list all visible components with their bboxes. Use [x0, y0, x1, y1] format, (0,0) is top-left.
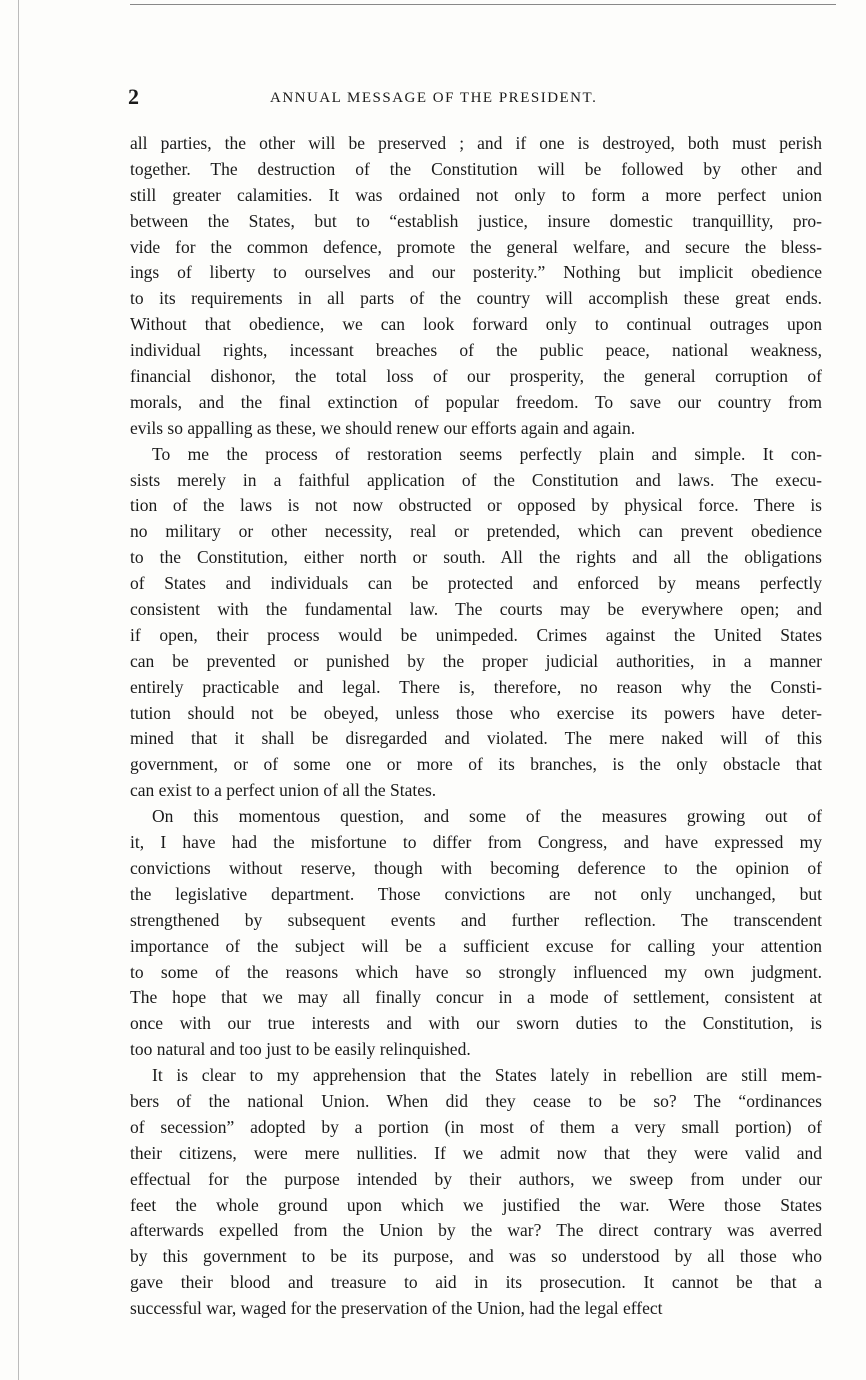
- text-line: gave their blood and treasure to aid in its prosecution. It cannot be that a: [130, 1272, 822, 1293]
- text-line: strengthened by subsequent events and further reflection. The transcendent: [130, 909, 822, 930]
- text-line: to the Constitution, either north or south. All the rights and all the obligations: [130, 547, 822, 568]
- page-number: 2: [128, 84, 139, 109]
- text-line: morals, and the final extinction of popular freedom. To save our country from: [130, 391, 822, 412]
- text-line: The hope that we may all finally concur in a mode of settlement, consistent at: [130, 987, 822, 1008]
- text-line: vide for the common defence, promote the general welfare, and secure the bless-: [130, 236, 822, 257]
- text-line: effectual for the purpose intended by their authors, we sweep from under our: [130, 1168, 822, 1189]
- running-head: ANNUAL MESSAGE OF THE PRESIDENT.: [270, 90, 598, 106]
- text-line: It is clear to my apprehension that the States lately in rebellion are still mem-: [152, 1065, 822, 1086]
- text-line: all parties, the other will be preserved ; and if one is destroyed, both must perish: [130, 133, 822, 153]
- text-line: no military or other necessity, real or pretended, which can prevent obedience: [130, 521, 822, 542]
- text-line: consistent with the fundamental law. The courts may be everywhere open; and: [130, 599, 822, 620]
- paragraph: [130, 1063, 822, 1322]
- text-line: between the States, but to “establish justice, insure domestic tranquillity, pro-: [130, 210, 822, 231]
- text-line: tution should not be obeyed, unless those who exercise its powers have deter-: [130, 702, 822, 723]
- text-line: can exist to a perfect union of all the States.: [130, 780, 437, 801]
- text-line: to some of the reasons which have so strongly influenced my own judgment.: [130, 961, 822, 982]
- text-line: afterwards expelled from the Union by the war? The direct contrary was averred: [130, 1220, 822, 1241]
- text-line: to its requirements in all parts of the country will accomplish these great ends.: [130, 288, 822, 309]
- text-line: To me the process of restoration seems perfectly plain and simple. It con-: [152, 443, 822, 464]
- text-line: sists merely in a faithful application of the Constitution and laws. The execu-: [130, 469, 822, 490]
- paragraph: [130, 131, 822, 442]
- body-text: [130, 131, 822, 1322]
- text-line: if open, their process would be unimpeded. Crimes against the United States: [130, 624, 822, 645]
- text-line: ings of liberty to ourselves and our posterity.” Nothing but implicit obedience: [130, 262, 822, 283]
- text-line: still greater calamities. It was ordained not only to form a more perfect union: [130, 184, 822, 205]
- text-line: once with our true interests and with our sworn duties to the Constitution, is: [130, 1013, 822, 1034]
- text-line: the legislative department. Those convictions are not only unchanged, but: [130, 883, 822, 904]
- text-line: evils so appalling as these, we should renew our efforts again and again.: [130, 417, 636, 438]
- text-line: government, or of some one or more of its branches, is the only obstacle that: [130, 754, 822, 775]
- text-line: of States and individuals can be protected and enforced by means perfectly: [130, 573, 822, 594]
- text-line: their citizens, were mere nullities. If we admit now that they were valid and: [130, 1142, 822, 1163]
- text-line: financial dishonor, the total loss of our prosperity, the general corruption of: [130, 366, 822, 387]
- paragraph: [130, 442, 822, 804]
- text-line: individual rights, incessant breaches of the public peace, national weakness,: [130, 340, 822, 361]
- text-line: can be prevented or punished by the proper judicial authorities, in a manner: [130, 650, 822, 671]
- text-line: convictions without reserve, though with becoming deference to the opinion of: [130, 857, 822, 878]
- text-line: On this momentous question, and some of the measures growing out of: [152, 806, 822, 827]
- text-line: together. The destruction of the Constitution will be followed by other and: [130, 158, 822, 179]
- text-line: of secession” adopted by a portion (in most of them a very small portion) of: [130, 1116, 822, 1137]
- text-line: by this government to be its purpose, and was so understood by all those who: [130, 1246, 822, 1267]
- top-rule: [130, 4, 836, 5]
- text-line: entirely practicable and legal. There is, therefore, no reason why the Consti-: [130, 676, 822, 697]
- text-line: tion of the laws is not now obstructed or opposed by physical force. There is: [130, 495, 822, 516]
- text-line: it, I have had the misfortune to differ from Congress, and have expressed my: [130, 832, 822, 853]
- page-edge: [18, 0, 19, 1380]
- text-line: too natural and too just to be easily relinquished.: [130, 1039, 471, 1060]
- text-line: successful war, waged for the preservation of the Union, had the legal effect: [130, 1298, 663, 1319]
- text-line: mined that it shall be disregarded and violated. The mere naked will of this: [130, 728, 822, 749]
- text-line: importance of the subject will be a sufficient excuse for calling your attention: [130, 935, 822, 956]
- text-line: bers of the national Union. When did they cease to be so? The “ordinances: [130, 1090, 822, 1111]
- text-line: feet the whole ground upon which we justified the war. Were those States: [130, 1194, 822, 1215]
- paragraph: [130, 804, 822, 1063]
- page-header: [128, 84, 822, 114]
- text-line: Without that obedience, we can look forward only to continual outrages upon: [130, 314, 822, 335]
